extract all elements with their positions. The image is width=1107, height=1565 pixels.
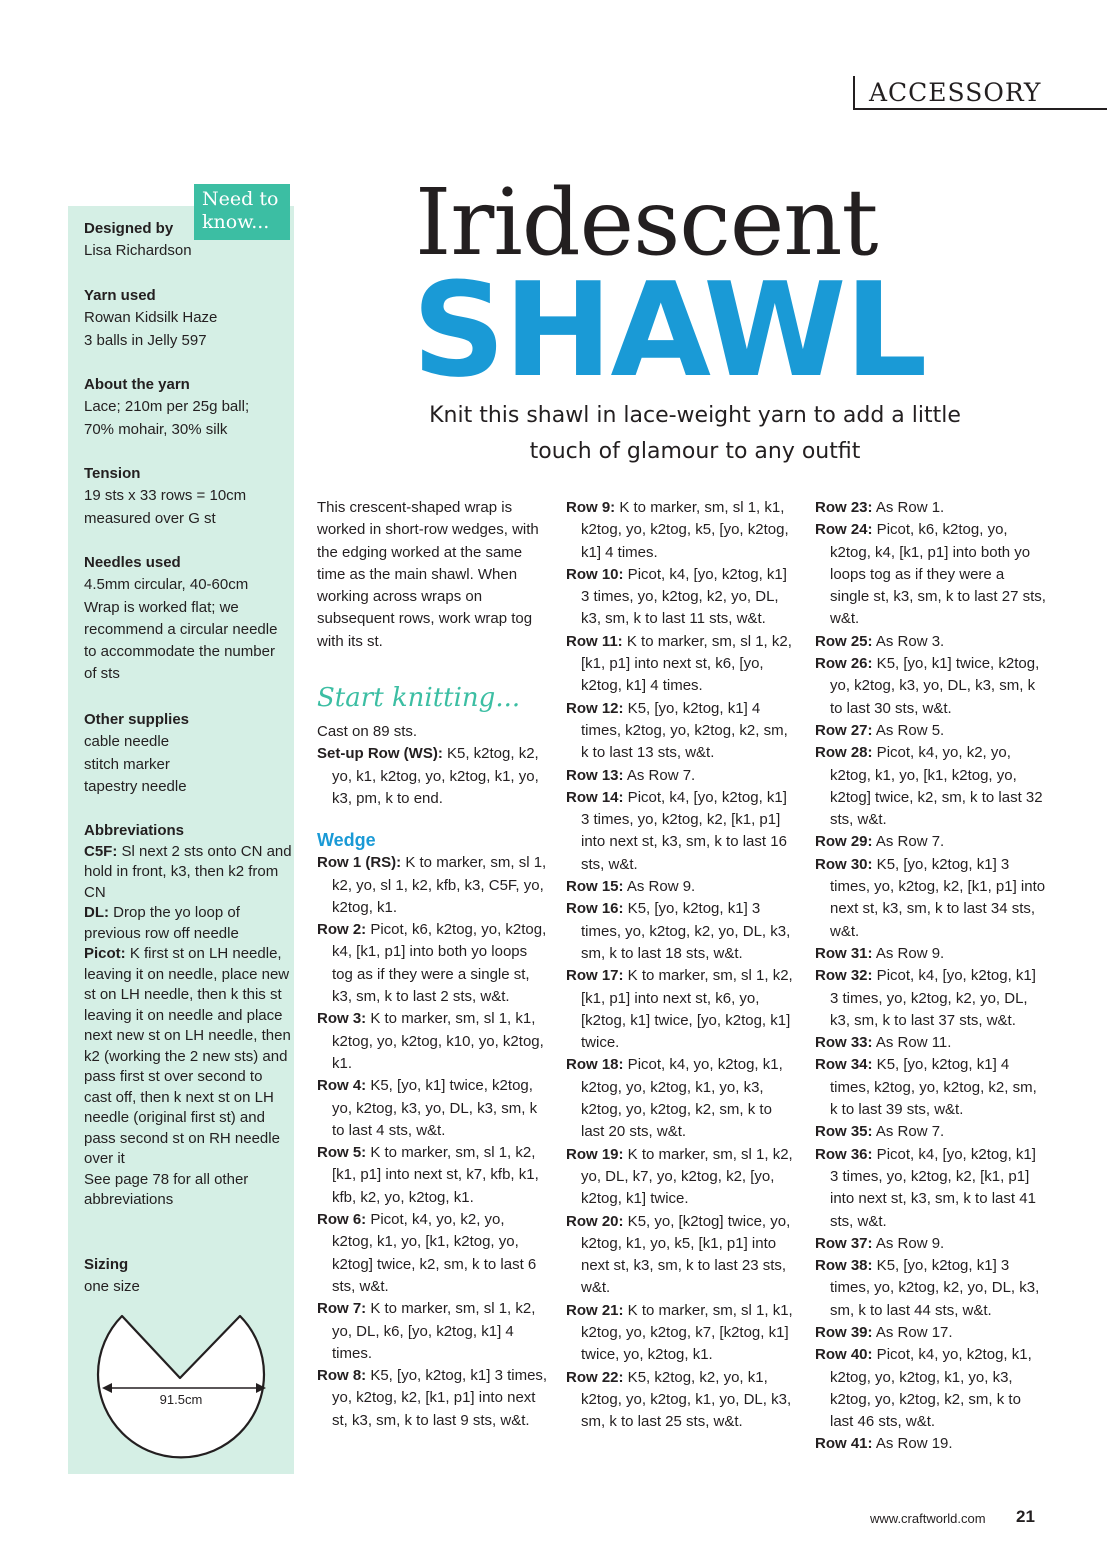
abbreviations-heading: Abbreviations bbox=[84, 822, 185, 839]
section-tag-label: ACCESSORY bbox=[869, 78, 1042, 107]
about-yarn-line-2: 70% mohair, 30% silk bbox=[84, 420, 228, 438]
column-2 bbox=[566, 497, 798, 1433]
supplies-block bbox=[84, 709, 294, 798]
yarn-heading: Yarn used bbox=[84, 287, 156, 304]
designer-name: Lisa Richardson bbox=[84, 242, 192, 260]
pattern-row: Row 27: As Row 5. bbox=[815, 721, 945, 739]
sizing-block bbox=[84, 1254, 294, 1299]
pattern-row: Row 13: As Row 7. bbox=[566, 766, 696, 784]
pattern-row: Row 21: K to marker, sm, sl 1, k1, k2tog, yo, k2tog, k7, [k2tog, k1] twice, yo, k2tog, k1. bbox=[566, 1301, 793, 1364]
pattern-row: Row 3: K to marker, sm, sl 1, k1, k2tog, yo, k2tog, k10, yo, k2tog, k1. bbox=[317, 1010, 544, 1072]
about-yarn-block bbox=[84, 374, 294, 441]
column-3 bbox=[815, 497, 1047, 1456]
pattern-row: Row 20: K5, yo, [k2tog] twice, yo, k2tog, k1, yo, k5, [k1, p1] into next st, k3, sm, k to last 23 sts, w&t. bbox=[566, 1212, 791, 1297]
shawl-outline bbox=[98, 1316, 264, 1457]
column-1 bbox=[317, 497, 549, 1432]
designed-by-block bbox=[84, 218, 294, 263]
supply-item: tapestry needle bbox=[84, 777, 187, 795]
tension-heading: Tension bbox=[84, 465, 141, 482]
pattern-row: Row 33: As Row 11. bbox=[815, 1034, 952, 1052]
abbr-dl: DL: Drop the yo loop of previous row off needle bbox=[84, 904, 240, 942]
pattern-row: Row 32: Picot, k4, [yo, k2tog, k1] 3 times, yo, k2tog, k2, yo, DL, k3, sm, k to last 37 sts, w&t. bbox=[815, 967, 1036, 1029]
yarn-line-1: Rowan Kidsilk Haze bbox=[84, 309, 218, 327]
needles-text: 4.5mm circular, 40-60cm Wrap is worked flat; we recommend a circular needle to accommodate the number of sts bbox=[84, 576, 278, 683]
needles-heading: Needles used bbox=[84, 554, 181, 571]
sizing-value: one size bbox=[84, 1278, 140, 1296]
pattern-row: Row 9: K to marker, sm, sl 1, k1, k2tog, yo, k2tog, k5, [yo, k2tog, k1] 4 times. bbox=[566, 499, 789, 561]
shawl-shape-diagram bbox=[96, 1310, 274, 1460]
page-number: 21 bbox=[1016, 1507, 1035, 1526]
pattern-row: Row 24: Picot, k6, k2tog, yo, k2tog, k4, [k1, p1] into both yo loops tog as if they were a single st, k3, sm, k to last 27 sts, w&t. bbox=[815, 521, 1046, 628]
section-tag bbox=[853, 76, 1107, 110]
pattern-row: Row 2: Picot, k6, k2tog, yo, k2tog, k4, [k1, p1] into both yo loops tog as if they were a single st, k3, sm, k to last 2 sts, w&t. bbox=[317, 921, 547, 1006]
intro-paragraph: This crescent-shaped wrap is worked in short-row wedges, with the edging worked at the same time as the main shawl. When working across wraps on subsequent rows, work wrap tog with its st. bbox=[317, 499, 539, 650]
pattern-row: Row 14: Picot, k4, [yo, k2tog, k1] 3 times, yo, k2tog, k2, [k1, p1] into next st, k3, sm, k to last 16 sts, w&t. bbox=[566, 788, 787, 873]
pattern-row: Row 35: As Row 7. bbox=[815, 1123, 945, 1141]
supply-item: cable needle bbox=[84, 733, 170, 751]
start-knitting-heading: Start knitting... bbox=[317, 683, 521, 714]
yarn-block bbox=[84, 285, 294, 352]
pattern-row: Row 11: K to marker, sm, sl 1, k2, [k1, p1] into next st, k6, [yo, k2tog, k1] 4 times. bbox=[566, 632, 792, 695]
pattern-row: Row 40: Picot, k4, yo, k2tog, k1, k2tog, yo, k2tog, k1, yo, k3, k2tog, yo, k2tog, k2, sm, k to last 46 sts, w&t. bbox=[815, 1346, 1032, 1431]
pattern-row: Row 22: K5, k2tog, k2, yo, k1, k2tog, yo, k2tog, k1, yo, DL, k3, sm, k to last 25 sts, w&t. bbox=[566, 1368, 792, 1431]
needles-block bbox=[84, 552, 279, 686]
pattern-row: Row 17: K to marker, sm, sl 1, k2, [k1, p1] into next st, k6, yo,[k2tog, k1] twice, [yo, k2tog, k1] twice. bbox=[566, 967, 793, 1052]
abbr-picot: Picot: K first st on LH needle, leaving it on needle, place new st on LH needle, then k this st leaving it on needle and place next new st on LH needle, then k2 (working the 2 new sts) and pass first st over second to cast off, then k next st on LH needle (original first st) and pass second st on RH needle over it bbox=[84, 945, 291, 1167]
pattern-row: Row 41: As Row 19. bbox=[815, 1435, 953, 1453]
pattern-row: Row 37: As Row 9. bbox=[815, 1234, 945, 1252]
abbreviations-block bbox=[84, 821, 294, 1211]
pattern-row: Row 36: Picot, k4, [yo, k2tog, k1] 3 times, yo, k2tog, k2, [k1, p1] into next st, k3, sm, k to last 41 sts, w&t. bbox=[815, 1145, 1036, 1230]
title-iridescent: Iridescent bbox=[415, 169, 878, 276]
pattern-row: Row 29: As Row 7. bbox=[815, 833, 945, 851]
designed-by-heading: Designed by bbox=[84, 220, 174, 237]
pattern-row: Row 5: K to marker, sm, sl 1, k2, [k1, p1] into next st, k7, kfb, k1, kfb, k2, yo, k2tog, k1. bbox=[317, 1144, 539, 1206]
pattern-row: Row 23: As Row 1. bbox=[815, 499, 945, 516]
pattern-row: Row 4: K5, [yo, k1] twice, k2tog, yo, k2tog, k3, yo, DL, k3, sm, k to last 4 sts, w&t. bbox=[317, 1077, 538, 1139]
cast-on: Cast on 89 sts. bbox=[317, 723, 418, 741]
pattern-row: Row 1 (RS): K to marker, sm, sl 1, k2, yo, sl 1, k2, kfb, k3, C5F, yo, k2tog, k1. bbox=[317, 854, 547, 916]
pattern-row: Row 16: K5, [yo, k2tog, k1] 3 times, yo, k2tog, k2, yo, DL, k3, sm, k to last 18 sts, w&t. bbox=[566, 900, 791, 962]
pattern-row: Row 19: K to marker, sm, sl 1, k2, yo, DL, k7, yo, k2tog, k2, [yo, k2tog, k1] twice. bbox=[566, 1145, 793, 1208]
wedge-heading: Wedge bbox=[317, 830, 376, 851]
supply-item: stitch marker bbox=[84, 755, 170, 773]
pattern-row: Row 31: As Row 9. bbox=[815, 944, 945, 962]
pattern-row: Row 7: K to marker, sm, sl 1, k2, yo, DL, k6, [yo, k2tog, k1] 4 times. bbox=[317, 1300, 536, 1362]
tension-line-2: measured over G st bbox=[84, 509, 216, 527]
title-shawl: SHAWL bbox=[412, 254, 926, 406]
tension-block bbox=[84, 463, 294, 530]
supplies-heading: Other supplies bbox=[84, 711, 190, 728]
need-to-know-badge: Need to know... bbox=[194, 184, 290, 240]
pattern-row: Row 34: K5, [yo, k2tog, k1] 4 times, k2tog, yo, k2tog, k2, sm, k to last 39 sts, w&t. bbox=[815, 1056, 1037, 1119]
about-yarn-heading: About the yarn bbox=[84, 376, 190, 393]
footer-url[interactable]: www.craftworld.com bbox=[870, 1511, 986, 1526]
pattern-row: Row 39: As Row 17. bbox=[815, 1323, 953, 1341]
pattern-row: Row 30: K5, [yo, k2tog, k1] 3 times, yo, k2tog, k2, [k1, p1] into next st, k3, sm, k to last 34 sts, w&t. bbox=[815, 855, 1046, 940]
about-yarn-line-1: Lace; 210m per 25g ball; bbox=[84, 398, 250, 416]
pattern-row: Row 18: Picot, k4, yo, k2tog, k1, k2tog, yo, k2tog, k1, yo, k3, k2tog, yo, k2tog, k2, sm, k to last 20 sts, w&t. bbox=[566, 1056, 783, 1141]
tension-line-1: 19 sts x 33 rows = 10cm bbox=[84, 487, 247, 505]
pattern-row: Row 12: K5, [yo, k2tog, k1] 4 times, k2tog, yo, k2tog, k2, sm, k to last 13 sts, w&t. bbox=[566, 699, 788, 762]
abbr-c5f: C5F: Sl next 2 sts onto CN and hold in front, k3, then k2 from CN bbox=[84, 842, 292, 901]
pattern-row: Row 26: K5, [yo, k1] twice, k2tog, yo, k2tog, k3, yo, DL, k3, sm, k to last 30 sts, w&t. bbox=[815, 655, 1040, 717]
sizing-heading: Sizing bbox=[84, 1256, 129, 1273]
yarn-line-2: 3 balls in Jelly 597 bbox=[84, 331, 207, 349]
abbr-see-page: See page 78 for all other abbreviations bbox=[84, 1170, 249, 1208]
pattern-row: Row 10: Picot, k4, [yo, k2tog, k1] 3 times, yo, k2tog, k2, yo, DL, k3, sm, k to last 11 sts, w&t. bbox=[566, 565, 787, 628]
pattern-row: Row 38: K5, [yo, k2tog, k1] 3 times, yo, k2tog, k2, yo, DL, k3, sm, k to last 44 sts, w&t. bbox=[815, 1257, 1040, 1319]
pattern-row: Row 8: K5, [yo, k2tog, k1] 3 times, yo, k2tog, k2, [k1, p1] into next st, k3, sm, k to last 9 sts, w&t. bbox=[317, 1367, 548, 1429]
pattern-row: Row 15: As Row 9. bbox=[566, 878, 696, 896]
setup-row: Set-up Row (WS): K5, k2tog, k2, yo, k1, k2tog, yo, k2tog, k1, yo, k3, pm, k to end. bbox=[317, 745, 539, 807]
pattern-row: Row 6: Picot, k4, yo, k2, yo, k2tog, k1, yo, [k1, k2tog, yo, k2tog] twice, k2, sm, k to last 6 sts, w&t. bbox=[317, 1211, 537, 1295]
pattern-row: Row 25: As Row 3. bbox=[815, 632, 945, 650]
pattern-row: Row 28: Picot, k4, yo, k2, yo, k2tog, k1, yo, [k1, k2tog, yo, k2tog] twice, k2, sm, k to last 32 sts, w&t. bbox=[815, 744, 1043, 829]
width-label: 91.5cm bbox=[159, 1392, 203, 1407]
standfirst: Knit this shawl in lace-weight yarn to add a little touch of glamour to any outfit bbox=[429, 403, 961, 464]
